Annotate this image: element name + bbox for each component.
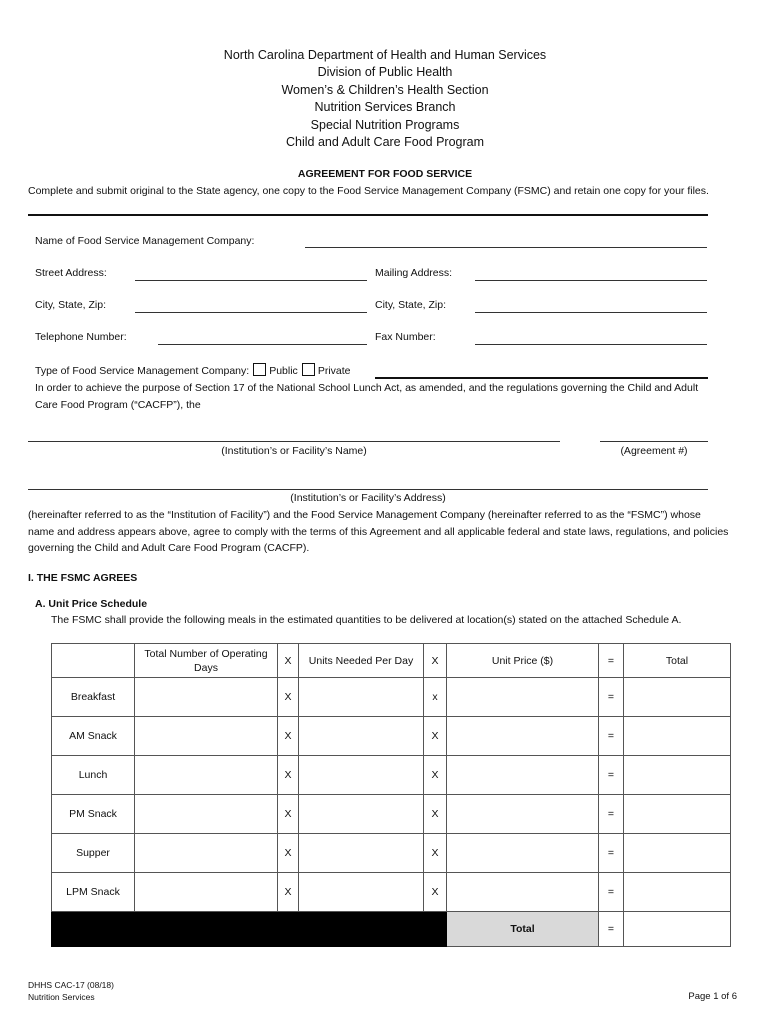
units-per-day-cell[interactable]	[299, 795, 424, 834]
operating-days-cell[interactable]	[135, 873, 278, 912]
equals-sign: =	[599, 678, 624, 717]
shaded-cell	[135, 912, 278, 947]
section-heading: I. THE FSMC AGREES	[28, 572, 138, 584]
meal-label: AM Snack	[52, 717, 135, 756]
mailing-city-state-zip-field[interactable]	[475, 312, 707, 313]
total-cell[interactable]	[624, 717, 731, 756]
unit-price-cell[interactable]	[447, 873, 599, 912]
public-checkbox[interactable]	[253, 363, 266, 376]
unit-price-cell[interactable]	[447, 795, 599, 834]
shaded-cell	[424, 912, 447, 947]
form-id: DHHS CAC-17 (08/18)	[28, 980, 114, 990]
fsmc-name-label: Name of Food Service Management Company:	[35, 235, 255, 247]
footer-left	[28, 979, 114, 1003]
table-header-row	[52, 644, 731, 678]
times-sign: X	[424, 756, 447, 795]
table-row	[52, 834, 731, 873]
header-line: Child and Adult Care Food Program	[285, 135, 485, 150]
page-number: Page 1 of 6	[688, 991, 737, 1002]
shaded-cell	[278, 912, 299, 947]
department-name: Nutrition Services	[28, 992, 95, 1002]
subsection-text: The FSMC shall provide the following meals in the estimated quantities to be delivered at location(s) stated on the attached Schedule A.	[51, 614, 682, 626]
header-equals: =	[599, 644, 624, 678]
units-per-day-cell[interactable]	[299, 717, 424, 756]
times-sign: X	[424, 834, 447, 873]
times-sign: x	[424, 678, 447, 717]
times-sign: X	[278, 678, 299, 717]
institution-name-field[interactable]	[28, 441, 560, 442]
divider	[375, 377, 708, 379]
shaded-cell	[52, 912, 135, 947]
meal-label: Breakfast	[52, 678, 135, 717]
form-instructions: Complete and submit original to the State agency, one copy to the Food Service Management Company (FSMC) and retain one copy for your files.	[28, 185, 709, 197]
header-line: Division of Public Health	[317, 65, 453, 80]
unit-price-cell[interactable]	[447, 717, 599, 756]
total-cell[interactable]	[624, 795, 731, 834]
times-sign: X	[424, 873, 447, 912]
times-sign: X	[278, 873, 299, 912]
meal-label: Lunch	[52, 756, 135, 795]
unit-price-table	[51, 643, 731, 947]
mailing-city-state-zip-label: City, State, Zip:	[375, 299, 446, 311]
table-row	[52, 795, 731, 834]
institution-address-field[interactable]	[28, 489, 708, 490]
total-cell[interactable]	[624, 678, 731, 717]
fsmc-type-label: Type of Food Service Management Company:	[35, 365, 250, 377]
header-total: Total	[624, 644, 731, 678]
fax-label: Fax Number:	[375, 331, 436, 343]
table-row	[52, 678, 731, 717]
header-units-per-day: Units Needed Per Day	[299, 644, 424, 678]
times-sign: X	[278, 717, 299, 756]
mailing-address-field[interactable]	[475, 280, 707, 281]
times-sign: X	[278, 834, 299, 873]
meal-label: PM Snack	[52, 795, 135, 834]
table-row	[52, 873, 731, 912]
city-state-zip-field[interactable]	[135, 312, 367, 313]
city-state-zip-label: City, State, Zip:	[35, 299, 106, 311]
operating-days-cell[interactable]	[135, 834, 278, 873]
agreement-text: (hereinafter referred to as the “Institution of Facility”) and the Food Service Management Company (hereinafter referred to as the “FSMC”) whose name and address appears above, agree to comply with the terms of this Agreement and all applicable federal and state laws, regulations, and policies governing the Child and Adult Care Food Program (CACFP).	[28, 509, 729, 554]
header-line: Special Nutrition Programs	[310, 117, 460, 132]
unit-price-cell[interactable]	[447, 834, 599, 873]
equals-sign: =	[599, 795, 624, 834]
equals-sign: =	[599, 873, 624, 912]
equals-sign: =	[599, 717, 624, 756]
shaded-cell	[299, 912, 424, 947]
public-option-label: Public	[269, 365, 298, 377]
operating-days-cell[interactable]	[135, 795, 278, 834]
equals-sign: =	[599, 756, 624, 795]
fsmc-name-field[interactable]	[305, 247, 707, 248]
total-cell[interactable]	[624, 873, 731, 912]
header-unit-price: Unit Price ($)	[447, 644, 599, 678]
agreement-number-caption: (Agreement #)	[620, 445, 688, 457]
total-cell[interactable]	[624, 756, 731, 795]
grand-total-label: Total	[447, 912, 599, 947]
institution-address-caption: (Institution’s or Facility’s Address)	[290, 492, 446, 504]
operating-days-cell[interactable]	[135, 756, 278, 795]
header-times: X	[424, 644, 447, 678]
operating-days-cell[interactable]	[135, 717, 278, 756]
purpose-text: In order to achieve the purpose of Section 17 of the National School Lunch Act, as amended, and the regulations governing the Child and Adult Care Food Program (“CACFP”), the	[35, 382, 699, 411]
header-line: Nutrition Services Branch	[314, 100, 456, 115]
header-line: Women’s & Children’s Health Section	[281, 82, 489, 97]
times-sign: X	[278, 795, 299, 834]
street-address-label: Street Address:	[35, 267, 107, 279]
mailing-address-label: Mailing Address:	[375, 267, 453, 279]
units-per-day-cell[interactable]	[299, 834, 424, 873]
meal-label: Supper	[52, 834, 135, 873]
fax-field[interactable]	[475, 344, 707, 345]
subsection-heading: A. Unit Price Schedule	[35, 598, 148, 610]
institution-name-caption: (Institution’s or Facility’s Name)	[221, 445, 367, 457]
header-operating-days: Total Number of Operating Days	[135, 644, 278, 678]
agency-header	[0, 47, 770, 151]
header-meal	[52, 644, 135, 678]
fsmc-type-row	[35, 363, 351, 377]
grand-total-row	[52, 912, 731, 947]
units-per-day-cell[interactable]	[299, 678, 424, 717]
times-sign: X	[278, 756, 299, 795]
meal-label: LPM Snack	[52, 873, 135, 912]
telephone-field[interactable]	[158, 344, 367, 345]
form-title: AGREEMENT FOR FOOD SERVICE	[297, 168, 473, 180]
private-checkbox[interactable]	[302, 363, 315, 376]
equals-sign: =	[599, 834, 624, 873]
units-per-day-cell[interactable]	[299, 873, 424, 912]
times-sign: X	[424, 717, 447, 756]
units-per-day-cell[interactable]	[299, 756, 424, 795]
grand-total-cell[interactable]	[624, 912, 731, 947]
operating-days-cell[interactable]	[135, 678, 278, 717]
table-row	[52, 756, 731, 795]
header-times: X	[278, 644, 299, 678]
unit-price-cell[interactable]	[447, 756, 599, 795]
telephone-label: Telephone Number:	[35, 331, 127, 343]
equals-sign: =	[599, 912, 624, 947]
header-line: North Carolina Department of Health and Human Services	[223, 48, 547, 62]
street-address-field[interactable]	[135, 280, 367, 281]
private-option-label: Private	[317, 365, 351, 377]
divider	[28, 214, 708, 216]
table-row	[52, 717, 731, 756]
agreement-number-field[interactable]	[600, 441, 708, 442]
total-cell[interactable]	[624, 834, 731, 873]
unit-price-cell[interactable]	[447, 678, 599, 717]
times-sign: X	[424, 795, 447, 834]
